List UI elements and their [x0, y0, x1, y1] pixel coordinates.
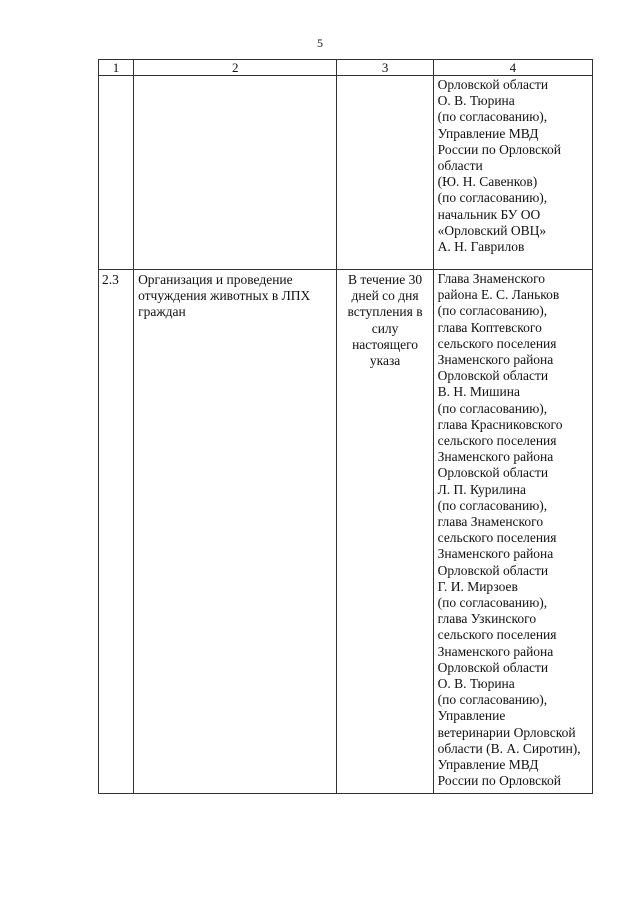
text-line: (по согласованию),: [437, 303, 548, 319]
text-line: Знаменского района: [437, 643, 554, 659]
text-line: (Ю. Н. Савенков): [437, 174, 538, 190]
text-line: России по Орловской: [437, 141, 562, 157]
cell-term: [337, 76, 433, 270]
text-line: А. Н. Гаврилов: [437, 239, 525, 255]
text-line: Управление: [437, 708, 506, 724]
text-line: силу: [371, 320, 399, 336]
text-line: отчуждения животных в ЛПХ: [138, 288, 311, 304]
text-line: О. В. Тюрина: [437, 93, 515, 109]
cell-number: 2.3: [99, 270, 134, 794]
text-line: граждан: [138, 304, 186, 320]
text-line: сельского поселения: [437, 335, 557, 351]
text-line: России по Орловской: [437, 773, 562, 789]
text-line: Орловской области: [437, 465, 549, 481]
measures-table: [98, 59, 593, 794]
text-line: Орловской области: [437, 659, 549, 675]
text-line: Глава Знаменского: [437, 271, 546, 286]
header-col-2: 2: [134, 60, 337, 76]
cell-number: [99, 76, 134, 270]
text-line: дней со дня: [351, 288, 419, 304]
text-line: О. В. Тюрина: [437, 676, 515, 692]
text-line: Знаменского района: [437, 352, 554, 368]
text-line: Управление МВД: [437, 757, 539, 773]
text-line: сельского поселения: [437, 433, 557, 449]
table-header-row: [99, 60, 593, 76]
text-line: глава Узкинского: [437, 611, 537, 627]
text-line: Л. П. Курилина: [437, 481, 526, 497]
cell-task: [134, 270, 337, 794]
text-line: Орловской области: [437, 368, 549, 384]
text-line: глава Красниковского: [437, 416, 563, 432]
text-line: области: [437, 158, 483, 174]
text-line: области (В. А. Сиротин),: [437, 740, 581, 756]
text-line: (по согласованию),: [437, 595, 548, 611]
text-line: сельского поселения: [437, 530, 557, 546]
cell-task: [134, 76, 337, 270]
text-line: Орловской области: [437, 77, 549, 92]
text-line: (по согласованию),: [437, 400, 548, 416]
text-line: вступления в: [347, 304, 423, 320]
text-line: сельского поселения: [437, 627, 557, 643]
text-line: начальник БУ ОО: [437, 206, 541, 222]
text-line: В. Н. Мишина: [437, 384, 520, 400]
text-line: Г. И. Мирзоев: [437, 578, 518, 594]
text-line: Организация и проведение: [138, 272, 293, 287]
table-row-continued: [99, 76, 593, 270]
text-line: (по согласованию),: [437, 190, 548, 206]
text-line: ветеринарии Орловской: [437, 724, 576, 740]
text-line: глава Коптевского: [437, 319, 542, 335]
text-line: Орловской области: [437, 562, 549, 578]
text-line: «Орловский ОВЦ»: [437, 222, 547, 238]
cell-term: [337, 270, 433, 794]
text-line: глава Знаменского: [437, 514, 544, 530]
text-line: (по согласованию),: [437, 109, 548, 125]
text-line: Управление МВД: [437, 125, 539, 141]
text-line: настоящего: [352, 336, 419, 352]
cell-responsible: [433, 76, 592, 270]
table-row-2-3: [99, 270, 593, 794]
text-line: В течение 30: [348, 272, 423, 287]
text-line: Знаменского района: [437, 449, 554, 465]
text-line: Знаменского района: [437, 546, 554, 562]
header-col-3: 3: [337, 60, 433, 76]
page-number: 5: [317, 36, 323, 50]
text-line: указа: [369, 353, 401, 369]
text-line: района Е. С. Ланьков: [437, 287, 560, 303]
text-line: (по согласованию),: [437, 692, 548, 708]
text-line: (по согласованию),: [437, 497, 548, 513]
header-col-1: 1: [99, 60, 134, 76]
cell-responsible: [433, 270, 592, 794]
header-col-4: 4: [433, 60, 592, 76]
